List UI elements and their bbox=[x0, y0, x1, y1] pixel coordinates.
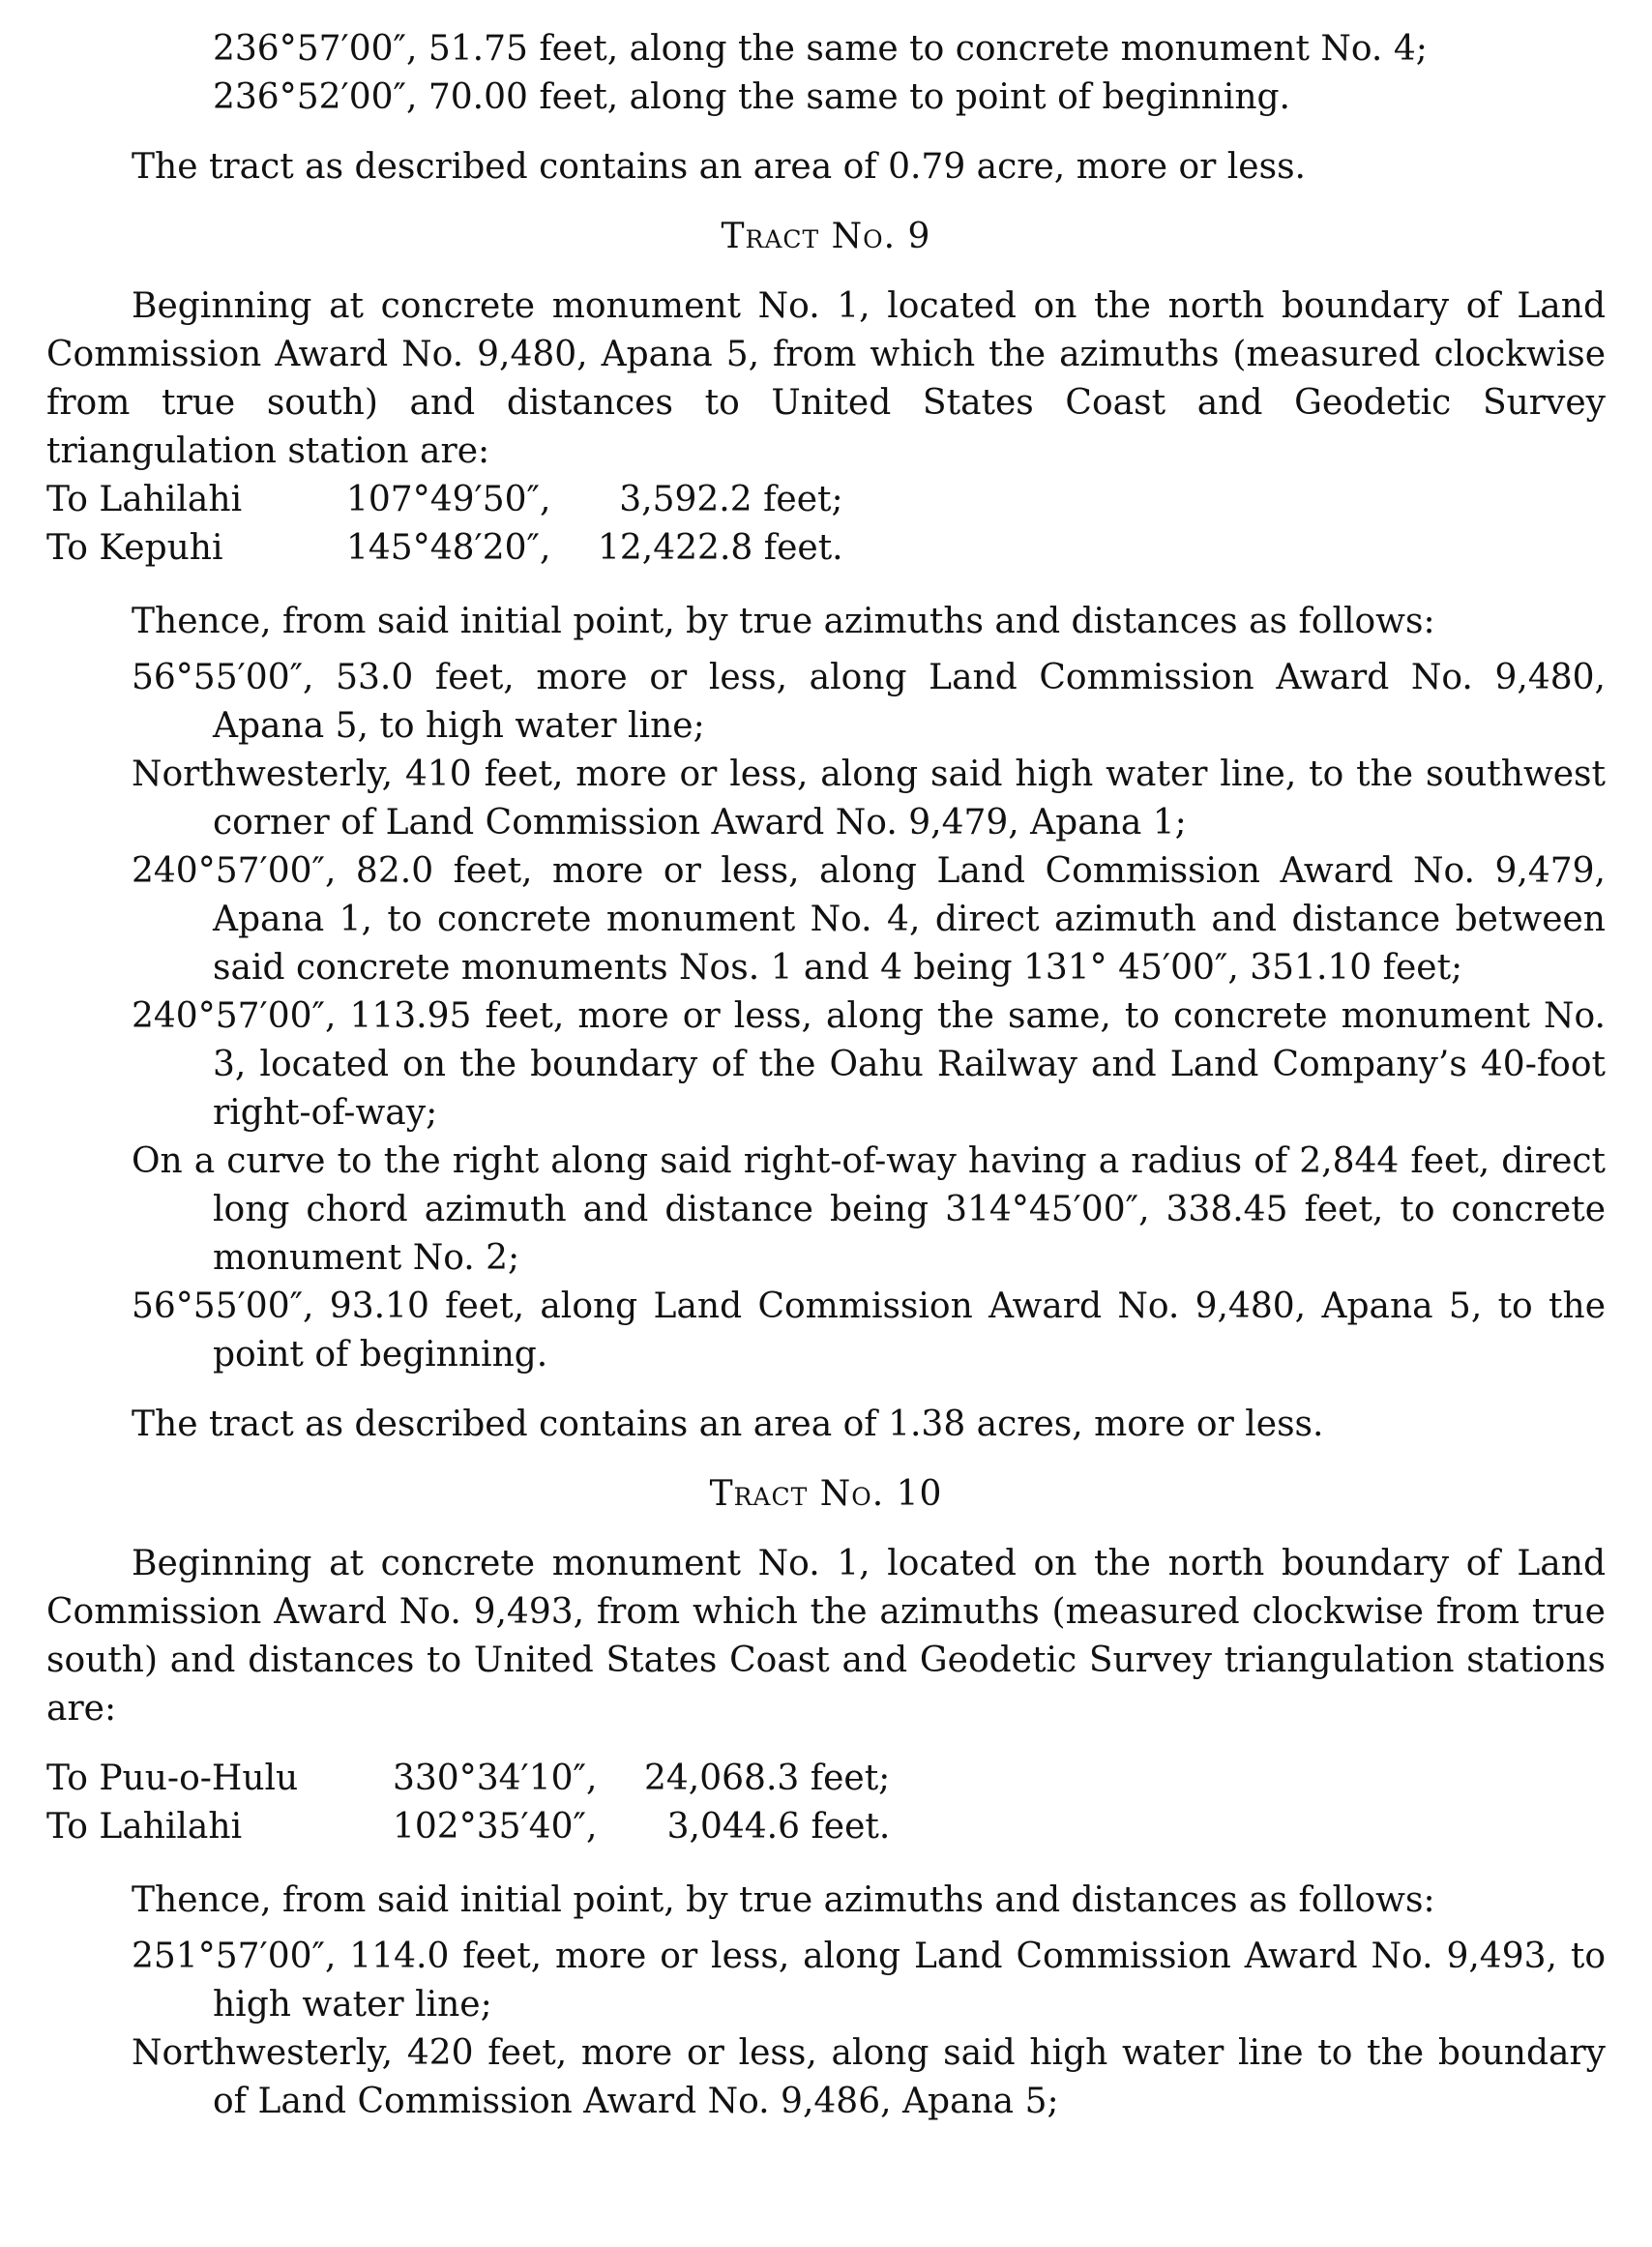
course-line: 240°57′00″, 82.0 feet, more or less, along Land Commission Award No. 9,479, Apana 1, to concrete monument No. 4, direct azimuth and distance between said concrete monuments Nos. 1 and 4 being 131° 45′00″, 351.10 feet; bbox=[132, 851, 1606, 988]
course-line: 56°55′00″, 93.10 feet, along Land Commission Award No. 9,480, Apana 5, to the point of beginning. bbox=[132, 1286, 1606, 1375]
course-line: On a curve to the right along said right-of-way having a radius of 2,844 feet, direct long chord azimuth and distance being 314°45′00″, 338.45 feet, to concrete monument No. 2; bbox=[132, 1141, 1606, 1278]
course-line: 236°52′00″, 70.00 feet, along the same to point of beginning. bbox=[213, 77, 1290, 117]
document-page bbox=[46, 25, 1606, 2126]
station-distance: 3,592.2 feet; bbox=[619, 480, 843, 519]
station-azimuth: 102°35′40″, bbox=[393, 1807, 598, 1847]
opening-courses bbox=[46, 25, 1606, 122]
station-name: To Puu-o-Hulu bbox=[46, 1759, 299, 1798]
station-name: To Kepuhi bbox=[46, 528, 223, 568]
station-row bbox=[46, 1803, 890, 1851]
tract-10-heading: Tract No. 10 bbox=[709, 1474, 943, 1514]
tract-9-beginning: Beginning at concrete monument No. 1, located on the north boundary of Land Commission Award No. 9,480, Apana 5, from which the azimuths (measured clockwise from true south) and distances to United States Coast and Geodetic Survey triangulation station are: bbox=[46, 286, 1606, 471]
tract-10-thence: Thence, from said initial point, by true azimuths and distances as follows: bbox=[132, 1880, 1435, 1920]
station-row bbox=[46, 524, 843, 573]
station-row bbox=[46, 1755, 890, 1803]
tract-9-courses bbox=[46, 654, 1606, 1379]
tract-10-stations bbox=[46, 1755, 890, 1851]
course-line: Northwesterly, 410 feet, more or less, along said high water line, to the southwest corner of Land Commission Award No. 9,479, Apana 1; bbox=[132, 754, 1606, 843]
course-line: Northwesterly, 420 feet, more or less, along said high water line to the boundary of Land Commission Award No. 9,486, Apana 5; bbox=[132, 2033, 1606, 2121]
tract-9-thence: Thence, from said initial point, by true azimuths and distances as follows: bbox=[132, 602, 1435, 641]
tract-8-area: The tract as described contains an area of 0.79 acre, more or less. bbox=[132, 147, 1306, 187]
tract-9-stations bbox=[46, 476, 843, 573]
station-azimuth: 330°34′10″, bbox=[393, 1759, 598, 1798]
station-distance: 3,044.6 feet. bbox=[666, 1807, 891, 1847]
course-line: 240°57′00″, 113.95 feet, more or less, along the same, to concrete monument No. 3, located on the boundary of the Oahu Railway and Land Company’s 40-foot right-of-way; bbox=[132, 996, 1606, 1133]
station-azimuth: 107°49′50″, bbox=[346, 480, 551, 519]
tract-10-beginning: Beginning at concrete monument No. 1, located on the north boundary of Land Commission Award No. 9,493, from which the azimuths (measured clockwise from true south) and distances to United States Coast and Geodetic Survey triangulation stations are: bbox=[46, 1544, 1606, 1729]
tract-10-courses bbox=[46, 1933, 1606, 2126]
course-line: 251°57′00″, 114.0 feet, more or less, along Land Commission Award No. 9,493, to high water line; bbox=[132, 1937, 1606, 2025]
tract-9-area: The tract as described contains an area of 1.38 acres, more or less. bbox=[132, 1404, 1324, 1444]
station-distance: 24,068.3 feet; bbox=[644, 1759, 891, 1798]
course-line: 236°57′00″, 51.75 feet, along the same to concrete monument No. 4; bbox=[213, 29, 1428, 69]
course-line: 56°55′00″, 53.0 feet, more or less, along Land Commission Award No. 9,480, Apana 5, to high water line; bbox=[132, 658, 1606, 746]
station-azimuth: 145°48′20″, bbox=[346, 528, 551, 568]
station-row bbox=[46, 476, 843, 524]
tract-9-heading: Tract No. 9 bbox=[721, 217, 931, 256]
station-name: To Lahilahi bbox=[46, 480, 243, 519]
station-name: To Lahilahi bbox=[46, 1807, 243, 1847]
station-distance: 12,422.8 feet. bbox=[598, 528, 843, 568]
